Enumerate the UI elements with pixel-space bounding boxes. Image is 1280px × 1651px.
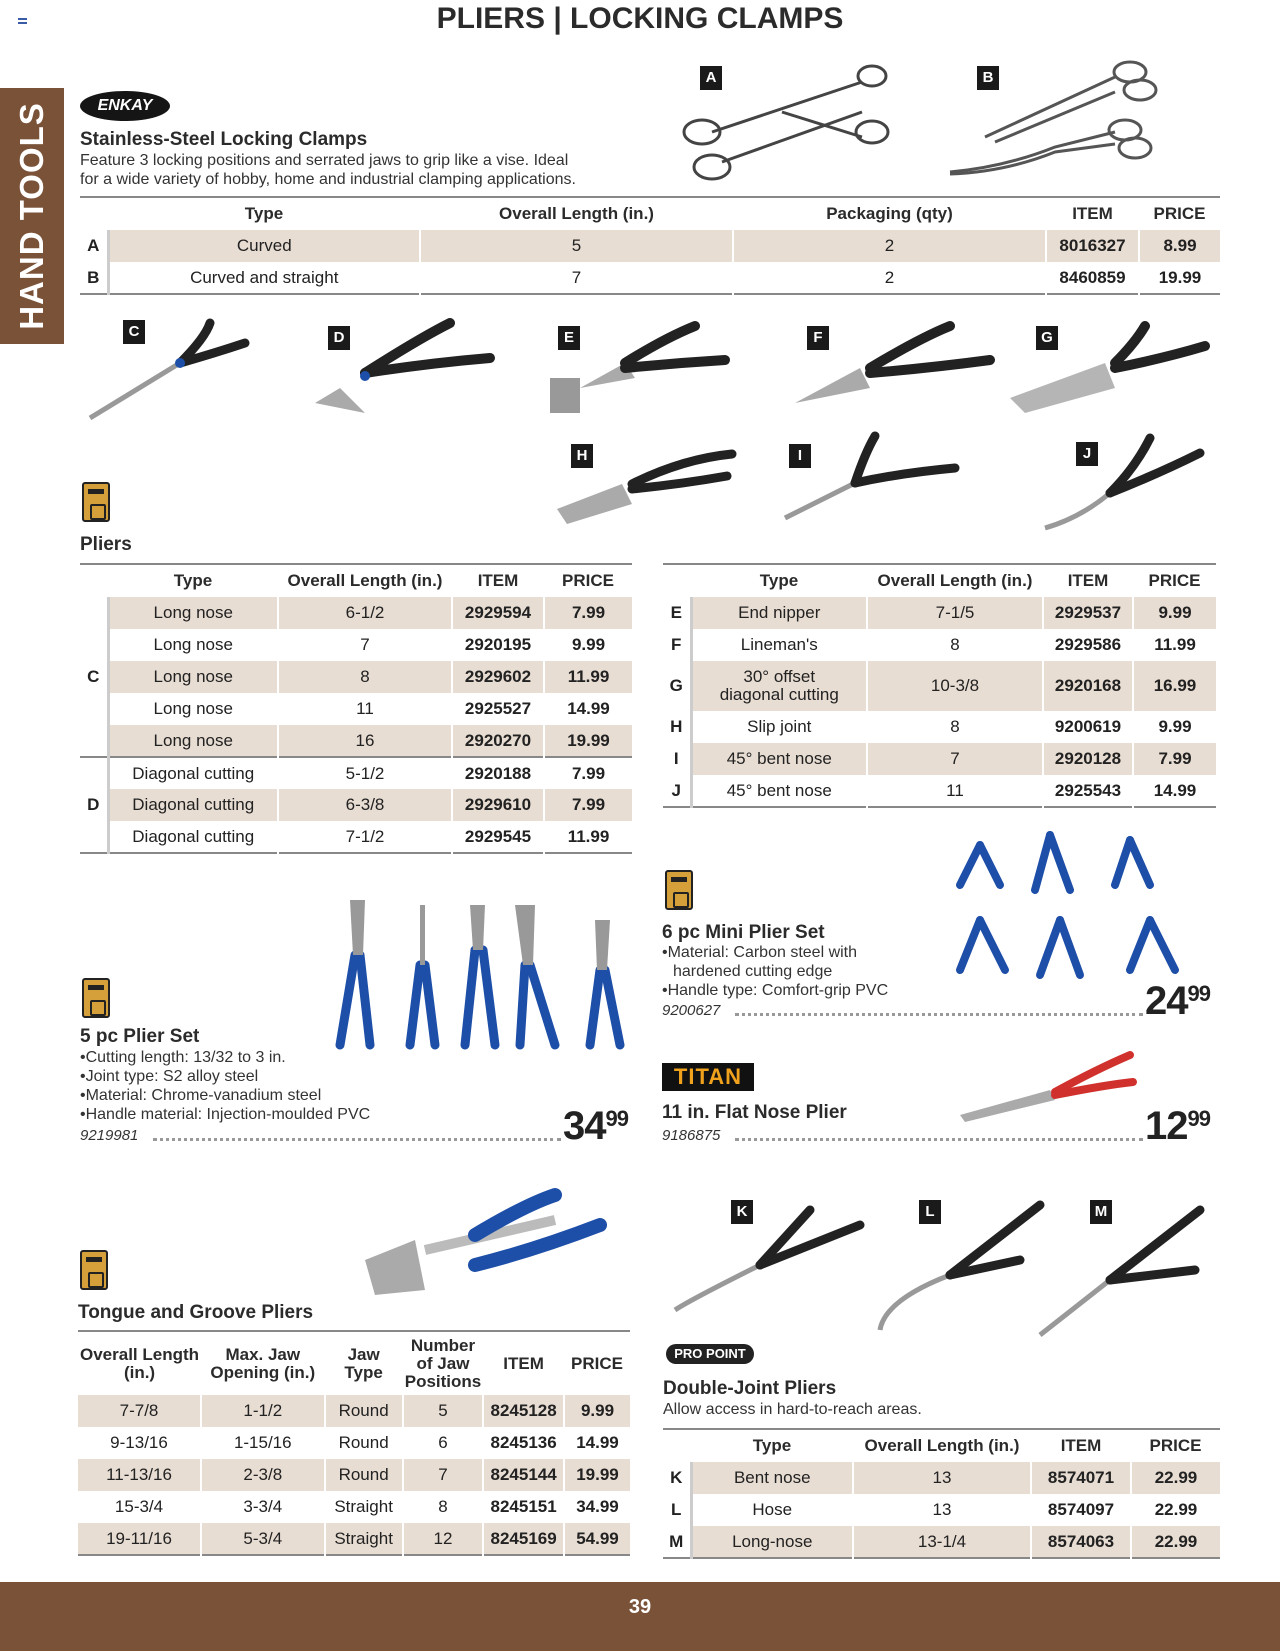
- flat-nose-price: [1145, 1104, 1210, 1149]
- row-label: E: [663, 597, 691, 629]
- pliers-title: Pliers: [80, 534, 132, 555]
- group-label-d: D: [80, 757, 108, 853]
- clamps-table: [80, 196, 1220, 295]
- cell-opening: 5-3/4: [201, 1523, 325, 1555]
- table-row: [78, 1459, 630, 1491]
- plier-g-image: [1005, 318, 1215, 428]
- clamps-header-item: ITEM: [1072, 204, 1113, 223]
- table-row: [663, 1526, 1220, 1558]
- table-row: [78, 1395, 630, 1427]
- table-row: [80, 693, 632, 725]
- row-label: I: [663, 743, 691, 775]
- table-row: [80, 757, 632, 789]
- cell-positions: 5: [403, 1395, 484, 1427]
- plier-c-image: [85, 318, 255, 428]
- pliers-header-item: ITEM: [477, 571, 519, 590]
- cell-type: Curved and straight: [108, 262, 420, 294]
- price-cents: 99: [605, 1106, 628, 1131]
- side-tab: [0, 88, 64, 344]
- clamps-desc-2: for a wide variety of hobby, home and industrial clamping applications.: [80, 171, 576, 188]
- cell-length: 13: [853, 1462, 1031, 1494]
- side-tab-label: HAND TOOLS: [13, 102, 50, 330]
- tongue-header-price: PRICE: [571, 1353, 623, 1373]
- cell-length: 10-3/8: [867, 661, 1043, 711]
- table-row: [663, 775, 1216, 807]
- cell-item: 8574063: [1031, 1526, 1131, 1558]
- dot-leader: [153, 1137, 561, 1141]
- price-main: 34: [563, 1104, 606, 1148]
- cell-price: 11.99: [567, 826, 610, 846]
- plier-l-image: [870, 1200, 1050, 1340]
- cell-price: 22.99: [1131, 1526, 1220, 1558]
- cell-type: Diagonal cutting: [108, 789, 278, 821]
- price-main: 24: [1145, 979, 1188, 1023]
- cell-positions: 6: [403, 1427, 484, 1459]
- pliers-r-header-type: Type: [759, 571, 799, 590]
- table-row: [80, 262, 1220, 294]
- cell-price: 9.99: [571, 635, 606, 654]
- cell-length: 7-7/8: [78, 1395, 201, 1427]
- five-set-bullet-3: •Material: Chrome-vanadium steel: [80, 1087, 322, 1104]
- dj-header-item: ITEM: [1060, 1436, 1102, 1455]
- cell-length: 8: [278, 661, 452, 693]
- five-set-bullet-2: •Joint type: S2 alloy steel: [80, 1068, 259, 1085]
- label-j: J: [1076, 442, 1098, 466]
- propoint-logo: PRO POINT: [666, 1344, 754, 1364]
- mini-set-bullet-1b: hardened cutting edge: [673, 963, 833, 980]
- cell-positions: 12: [403, 1523, 484, 1555]
- cell-type: Long nose: [108, 725, 278, 757]
- cell-length: 11-13/16: [78, 1459, 201, 1491]
- cell-item: 8574071: [1031, 1462, 1131, 1494]
- double-joint-table: [663, 1428, 1220, 1559]
- clamps-header-qty: Packaging (qty): [826, 204, 953, 223]
- cell-price: 9.99: [1158, 717, 1192, 736]
- cell-length: 15-3/4: [78, 1491, 201, 1523]
- cell-type: Hose: [691, 1494, 853, 1526]
- cell-jaw: Round: [325, 1459, 403, 1491]
- cell-opening: 1-1/2: [201, 1395, 325, 1427]
- cell-opening: 2-3/8: [201, 1459, 325, 1491]
- table-row: [663, 661, 1216, 711]
- plier-k-image: [670, 1200, 870, 1320]
- cell-qty: 2: [733, 262, 1046, 294]
- cell-price: 19.99: [544, 725, 632, 757]
- label-a: A: [700, 66, 722, 90]
- powerfist-logo: [665, 870, 693, 910]
- cell-type: Long-nose: [691, 1526, 853, 1558]
- plier-f-image: [790, 318, 1000, 428]
- cell-item: 2929594: [452, 597, 544, 629]
- cell-price: 22.99: [1131, 1462, 1220, 1494]
- tongue-table: [78, 1330, 630, 1556]
- cell-price: 7.99: [1133, 743, 1216, 775]
- pliers-right-table: [663, 563, 1216, 808]
- cell-type: [691, 661, 867, 711]
- clamp-b-image: [945, 52, 1175, 182]
- cell-length: 11: [278, 693, 452, 725]
- header-line: Opening (in.): [210, 1362, 316, 1382]
- table-row: [78, 1491, 630, 1523]
- cell-item: 8245128: [483, 1395, 564, 1427]
- cell-item: 2925527: [452, 693, 544, 725]
- label-d: D: [328, 326, 350, 350]
- table-row: [80, 629, 632, 661]
- cell-item: 8245151: [483, 1491, 564, 1523]
- header-line: of Jaw: [416, 1353, 470, 1373]
- cell-length: 8: [867, 711, 1043, 743]
- row-label: A: [80, 230, 108, 262]
- dot-leader: [735, 1137, 1143, 1141]
- cell-jaw: Round: [325, 1427, 403, 1459]
- table-row: [663, 711, 1216, 743]
- cell-item: 2929545: [452, 821, 544, 853]
- cell-type: Slip joint: [691, 711, 867, 743]
- header-line: Positions: [404, 1371, 482, 1391]
- cell-item: 8574097: [1031, 1494, 1131, 1526]
- flat-nose-sku: 9186875: [662, 1127, 721, 1144]
- table-row: [78, 1427, 630, 1459]
- row-label: H: [663, 711, 691, 743]
- header-line: Number: [410, 1335, 476, 1355]
- cell-length: 8: [867, 629, 1043, 661]
- page-number: 39: [628, 1596, 652, 1618]
- cell-qty: 2: [733, 230, 1046, 262]
- label-k: K: [731, 1200, 753, 1224]
- cell-length: 5-1/2: [278, 757, 452, 789]
- price-cents: 99: [1187, 1106, 1210, 1131]
- mini-set-price: [1145, 979, 1210, 1024]
- cell-length: 7-1/5: [867, 597, 1043, 629]
- cell-opening: 1-15/16: [201, 1427, 325, 1459]
- cell-length: 6-1/2: [278, 597, 452, 629]
- clamps-header-type: Type: [244, 204, 284, 223]
- cell-item: 2920188: [452, 757, 544, 789]
- pliers-r-header-price: PRICE: [1148, 571, 1201, 590]
- double-joint-desc: Allow access in hard-to-reach areas.: [663, 1401, 922, 1418]
- cell-item: 2920128: [1043, 743, 1133, 775]
- cell-price: 7.99: [544, 597, 632, 629]
- plier-m-image: [1035, 1200, 1210, 1340]
- powerfist-logo: [82, 978, 110, 1018]
- price-main: 12: [1145, 1104, 1188, 1148]
- cell-price: 9.99: [564, 1395, 630, 1427]
- cell-price: 11.99: [544, 661, 632, 693]
- pliers-header-length: Overall Length (in.): [287, 571, 443, 590]
- cell-length: 19-11/16: [78, 1523, 201, 1555]
- cell-price: 14.99: [567, 699, 610, 718]
- dj-header-price: PRICE: [1149, 1436, 1202, 1455]
- cell-item: 2925543: [1043, 775, 1133, 807]
- mini-set-bullet-1: •Material: Carbon steel with: [662, 944, 858, 961]
- cell-item: 8245136: [483, 1427, 564, 1459]
- page-title: PLIERS | LOCKING CLAMPS: [436, 2, 844, 35]
- cell-item: 2929610: [452, 789, 544, 821]
- dj-header-type: Type: [752, 1436, 792, 1455]
- mini-set-sku: 9200627: [662, 1002, 721, 1019]
- table-row: [80, 789, 632, 821]
- cell-type-line2: diagonal cutting: [719, 685, 839, 704]
- cell-length: 7: [867, 743, 1043, 775]
- cell-type: Lineman's: [691, 629, 867, 661]
- tongue-header-length: [78, 1331, 201, 1395]
- label-f: F: [807, 326, 829, 350]
- table-row: [663, 743, 1216, 775]
- table-row: [80, 597, 632, 629]
- cell-item: 8245144: [483, 1459, 564, 1491]
- cell-jaw: Straight: [325, 1491, 403, 1523]
- cell-price: 7.99: [571, 763, 606, 783]
- powerfist-logo: [82, 482, 110, 522]
- cell-jaw: Round: [325, 1395, 403, 1427]
- cell-length: 5: [420, 230, 733, 262]
- cell-item: 2929602: [452, 661, 544, 693]
- cell-type: 45° bent nose: [691, 775, 867, 807]
- label-g: G: [1036, 326, 1058, 350]
- powerfist-logo: [80, 1250, 108, 1290]
- cell-length: 7-1/2: [278, 821, 452, 853]
- cell-item: 2920195: [452, 629, 544, 661]
- cell-price: 11.99: [1154, 635, 1196, 654]
- cell-price: 9.99: [1133, 597, 1216, 629]
- group-label-c: C: [80, 597, 108, 757]
- tongue-header-item: ITEM: [503, 1353, 544, 1373]
- row-label: B: [80, 262, 108, 294]
- table-row: [78, 1523, 630, 1555]
- table-row: [663, 629, 1216, 661]
- cell-type: Long nose: [108, 629, 278, 661]
- cell-length: 16: [278, 725, 452, 757]
- cell-type: Long nose: [108, 661, 278, 693]
- cell-jaw: Straight: [325, 1523, 403, 1555]
- pliers-header-type: Type: [173, 571, 213, 590]
- cell-item: 2929537: [1043, 597, 1133, 629]
- cell-length: 7: [420, 262, 733, 294]
- table-row: [80, 661, 632, 693]
- plier-j-image: [1040, 428, 1210, 538]
- tongue-header-jaw: [325, 1331, 403, 1395]
- cell-price: 7.99: [544, 789, 632, 821]
- cell-length: 11: [867, 775, 1043, 807]
- price-cents: 99: [1187, 981, 1210, 1006]
- cell-length: 9-13/16: [78, 1427, 201, 1459]
- cell-item: 9200619: [1043, 711, 1133, 743]
- cell-item: 8016327: [1046, 230, 1139, 262]
- cell-item: 2920270: [452, 725, 544, 757]
- tongue-header-positions: [403, 1331, 484, 1395]
- pliers-r-header-length: Overall Length (in.): [877, 571, 1033, 590]
- table-row: [80, 821, 632, 853]
- cell-type: Long nose: [108, 597, 278, 629]
- row-label: J: [663, 775, 691, 807]
- table-row: [80, 230, 1220, 262]
- cell-price: 19.99: [564, 1459, 630, 1491]
- five-set-bullet-4: •Handle material: Injection-moulded PVC: [80, 1106, 371, 1123]
- double-joint-title: Double-Joint Pliers: [663, 1378, 837, 1399]
- cell-length: 13-1/4: [853, 1526, 1031, 1558]
- clamps-desc-1: Feature 3 locking positions and serrated jaws to grip like a vise. Ideal: [80, 152, 569, 169]
- page-footer: [0, 1582, 1280, 1651]
- row-label: K: [663, 1462, 691, 1494]
- row-label: F: [663, 629, 691, 661]
- row-label: L: [663, 1494, 691, 1526]
- table-row: [663, 597, 1216, 629]
- cell-length: 13: [853, 1494, 1031, 1526]
- plier-h-image: [552, 444, 742, 534]
- pliers-r-header-item: ITEM: [1067, 571, 1109, 590]
- plier-e-image: [545, 318, 735, 428]
- cell-type: 45° bent nose: [691, 743, 867, 775]
- five-set-sku: 9219981: [80, 1127, 139, 1144]
- cell-price: 14.99: [1153, 780, 1197, 800]
- cell-price: 22.99: [1154, 1500, 1198, 1519]
- dot-leader: [735, 1012, 1143, 1016]
- cell-item: 8245169: [483, 1523, 564, 1555]
- clamps-header-length: Overall Length (in.): [499, 204, 654, 223]
- cell-price: 16.99: [1133, 661, 1216, 711]
- label-i: I: [789, 444, 811, 468]
- label-e: E: [558, 326, 580, 350]
- mini-set-bullet-2: •Handle type: Comfort-grip PVC: [662, 982, 889, 999]
- header-line: Overall Length: [80, 1344, 200, 1364]
- plier-d-image: [310, 318, 500, 428]
- cell-price: 19.99: [1158, 267, 1202, 287]
- flat-nose-title: 11 in. Flat Nose Plier: [662, 1102, 847, 1123]
- cell-length: 7: [278, 629, 452, 661]
- cell-price: 34.99: [576, 1497, 619, 1516]
- clamps-title: Stainless-Steel Locking Clamps: [80, 129, 368, 150]
- row-label: M: [663, 1526, 691, 1558]
- cell-positions: 7: [403, 1459, 484, 1491]
- mini-set-image: [950, 825, 1210, 985]
- cell-opening: 3-3/4: [201, 1491, 325, 1523]
- cell-item: 2920168: [1043, 661, 1133, 711]
- pliers-header-price: PRICE: [562, 571, 614, 590]
- cell-price: 8.99: [1139, 230, 1220, 262]
- header-line: Max. Jaw: [225, 1344, 301, 1364]
- cell-type: Bent nose: [691, 1462, 853, 1494]
- clamps-header-price: PRICE: [1153, 204, 1206, 223]
- header-line: Jaw: [347, 1344, 380, 1364]
- cell-item: 2929586: [1043, 629, 1133, 661]
- cell-price: 54.99: [564, 1523, 630, 1555]
- cell-type: Long nose: [108, 693, 278, 725]
- label-c: C: [123, 320, 145, 344]
- clamp-a-image: [672, 52, 922, 192]
- cell-length: 6-3/8: [278, 789, 452, 821]
- cell-item: 8460859: [1046, 262, 1139, 294]
- label-m: M: [1090, 1200, 1112, 1224]
- table-row: [80, 725, 632, 757]
- five-set-image: [325, 895, 630, 1055]
- cell-type: Curved: [108, 230, 420, 262]
- cell-positions: 8: [403, 1491, 484, 1523]
- label-l: L: [919, 1200, 941, 1224]
- tongue-header-opening: [201, 1331, 325, 1395]
- table-row: [663, 1494, 1220, 1526]
- cell-price: 14.99: [576, 1433, 619, 1452]
- header-line: (in.): [123, 1362, 156, 1382]
- titan-logo: TITAN: [662, 1063, 754, 1091]
- enkay-logo: ENKAY: [80, 91, 170, 121]
- table-row: [663, 1462, 1220, 1494]
- pliers-left-table: [80, 563, 632, 854]
- tongue-groove-image: [355, 1180, 615, 1310]
- flat-nose-image: [955, 1040, 1140, 1130]
- five-set-price: [563, 1104, 628, 1149]
- label-b: B: [977, 66, 999, 90]
- mini-set-title: 6 pc Mini Plier Set: [662, 922, 825, 943]
- cell-type-line1: 30° offset: [743, 667, 816, 686]
- five-set-bullet-1: •Cutting length: 13/32 to 3 in.: [80, 1049, 286, 1066]
- label-h: H: [571, 444, 593, 468]
- cell-type: End nipper: [691, 597, 867, 629]
- cell-type: Diagonal cutting: [108, 821, 278, 853]
- five-set-title: 5 pc Plier Set: [80, 1026, 200, 1047]
- dj-header-length: Overall Length (in.): [864, 1436, 1020, 1455]
- row-label: G: [663, 661, 691, 711]
- cell-type: Diagonal cutting: [108, 757, 278, 789]
- tongue-title: Tongue and Groove Pliers: [78, 1302, 314, 1323]
- plier-i-image: [780, 428, 970, 528]
- header-line: Type: [344, 1362, 383, 1382]
